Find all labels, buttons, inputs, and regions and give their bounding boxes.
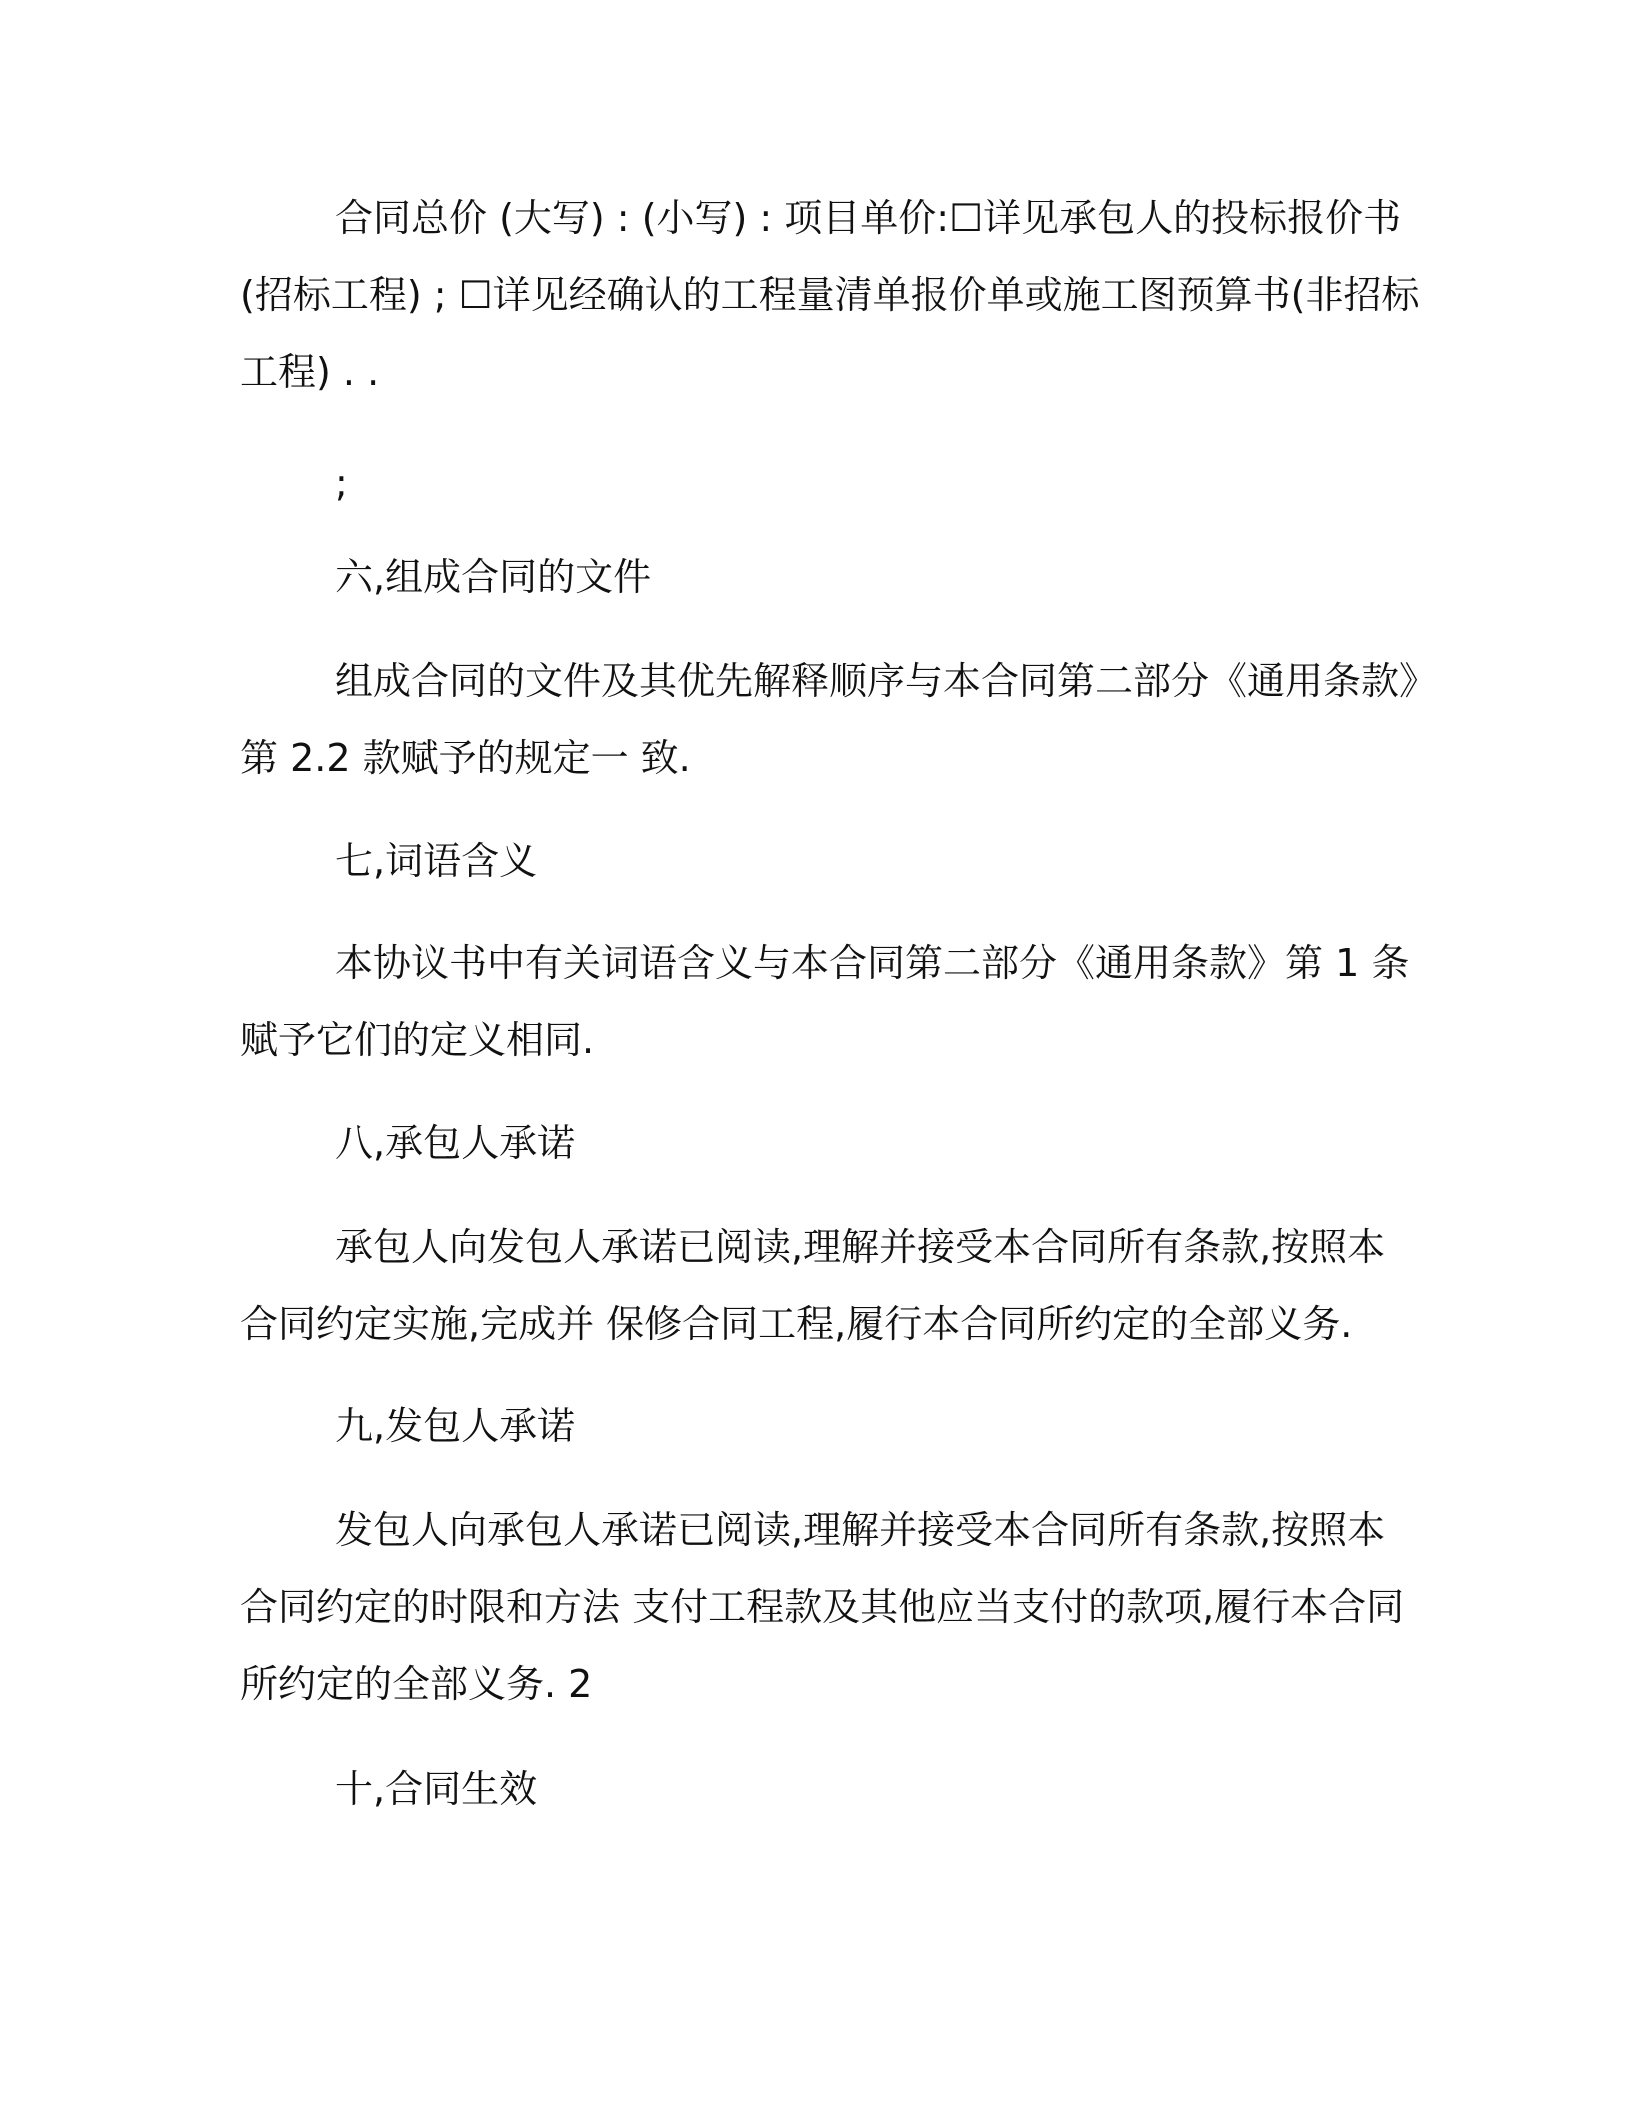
heading-section-8: 八,承包人承诺	[335, 1121, 576, 1165]
paragraph-section-7-line-1: 本协议书中有关词语含义与本合同第二部分《通用条款》第 1 条	[335, 941, 1410, 985]
paragraph-section-9-line-2: 合同约定的时限和方法 支付工程款及其他应当支付的款项,履行本合同	[240, 1585, 1405, 1629]
paragraph-section-8-line-1: 承包人向发包人承诺已阅读,理解并接受本合同所有条款,按照本	[335, 1225, 1386, 1269]
paragraph-contract-price-line-2: (招标工程) ; ☐详见经确认的工程量清单报价单或施工图预算书(非招标	[240, 273, 1420, 317]
heading-section-10: 十,合同生效	[335, 1767, 538, 1811]
paragraph-section-6-line-1: 组成合同的文件及其优先解释顺序与本合同第二部分《通用条款》	[335, 659, 1438, 703]
heading-section-9: 九,发包人承诺	[335, 1404, 576, 1448]
paragraph-semicolon: ;	[335, 461, 348, 505]
paragraph-section-9-line-3: 所约定的全部义务. 2	[240, 1662, 593, 1706]
paragraph-section-8-line-2: 合同约定实施,完成并 保修合同工程,履行本合同所约定的全部义务.	[240, 1302, 1353, 1346]
paragraph-contract-price-line-3: 工程) . .	[240, 350, 380, 394]
heading-section-7: 七,词语含义	[335, 839, 538, 883]
paragraph-section-9-line-1: 发包人向承包人承诺已阅读,理解并接受本合同所有条款,按照本	[335, 1508, 1386, 1552]
paragraph-section-7-line-2: 赋予它们的定义相同.	[240, 1018, 595, 1062]
paragraph-contract-price-line-1: 合同总价 (大写) : (小写) : 项目单价:☐详见承包人的投标报价书	[335, 196, 1402, 240]
paragraph-section-6-line-2: 第 2.2 款赋予的规定一 致.	[240, 736, 691, 780]
heading-section-6: 六,组成合同的文件	[335, 555, 652, 599]
